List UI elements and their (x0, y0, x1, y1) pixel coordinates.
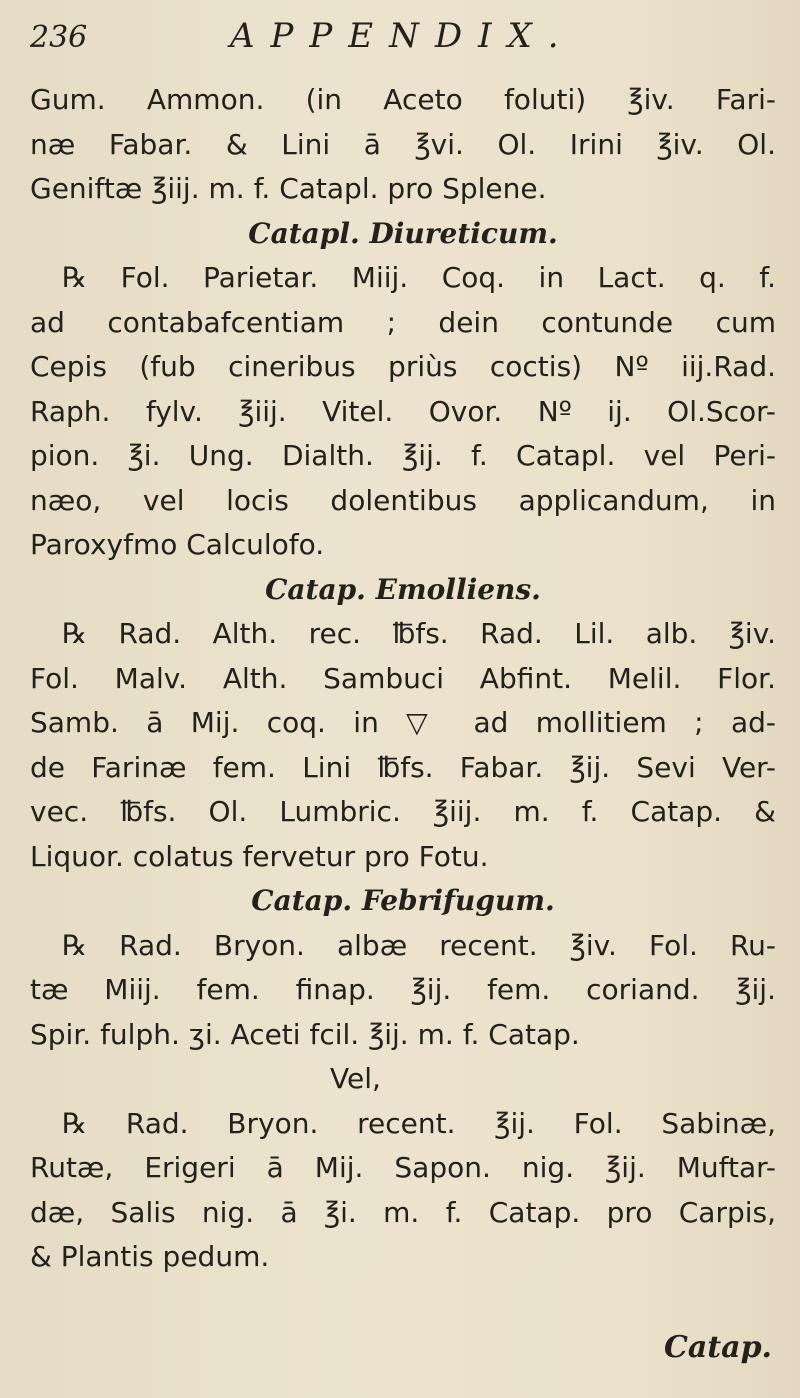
text-line: Liquor. colatus fervetur pro Fotu. (30, 839, 489, 873)
section-heading: Catapl. Diureticum. (248, 216, 558, 250)
text-line: ℞ Rad. Bryon. albæ recent. ℥iv. Fol. Ru- (62, 928, 776, 962)
text-line: de Farinæ fem. Lini ℔fs. Fabar. ℥ij. Sevi Ver- (30, 750, 776, 784)
running-head: APPENDIX. (230, 16, 575, 56)
section-heading: Catap. Febrifugum. (251, 884, 555, 917)
text-line: & Plantis pedum. (30, 1240, 270, 1273)
text-line: Geniftæ ℥iij. m. f. Catapl. pro Splene. (30, 172, 547, 205)
section-heading-vel: Vel, (330, 1062, 381, 1095)
text-line: næo, vel locis dolentibus applicandum, in (30, 483, 776, 517)
text-line: ℞ Rad. Bryon. recent. ℥ij. Fol. Sabinæ, (62, 1106, 776, 1140)
text-line: vec. ℔fs. Ol. Lumbric. ℥iij. m. f. Catap. & (30, 795, 776, 828)
text-line: Gum. Ammon. (in Aceto foluti) ℥iv. Fari- (30, 83, 776, 116)
text-line: tæ Miij. fem. finap. ℥ij. fem. coriand. ℥ij. (30, 973, 776, 1006)
text-line: ℞ Rad. Alth. rec. ℔fs. Rad. Lil. alb. ℥iv. (62, 617, 776, 650)
text-line: ℞ Fol. Parietar. Miij. Coq. in Lact. q. f. (62, 261, 776, 294)
text-line: dæ, Salis nig. ā ℥i. m. f. Catap. pro Carpis, (30, 1195, 776, 1229)
text-line: næ Fabar. & Lini ā ℥vi. Ol. Irini ℥iv. Ol. (30, 127, 776, 161)
catchword: Catap. (663, 1329, 772, 1365)
text-line: Raph. fylv. ℥iij. Vitel. Ovor. Nº ij. Ol.Scor- (30, 394, 776, 428)
text-line: Fol. Malv. Alth. Sambuci Abfint. Melil. Flor. (30, 661, 776, 695)
text-line: Samb. ā Mij. coq. in ▽ ad mollitiem ; ad- (30, 706, 776, 739)
page-number: 236 (30, 20, 88, 55)
text-line: Rutæ, Erigeri ā Mij. Sapon. nig. ℥ij. Muftar- (30, 1151, 776, 1184)
page-header (30, 16, 776, 78)
text-line: Spir. fulph. ʒi. Aceti fcil. ℥ij. m. f. Catap. (30, 1017, 580, 1051)
text-line: ad contabafcentiam ; dein contunde cum (30, 305, 776, 339)
text-line: Cepis (fub cineribus priùs coctis) Nº iij.Rad. (30, 350, 776, 383)
page-body (30, 78, 776, 1280)
section-heading: Catap. Emolliens. (265, 572, 541, 606)
text-line: Paroxyfmo Calculofo. (30, 528, 325, 561)
text-line: pion. ℥i. Ung. Dialth. ℥ij. f. Catapl. vel Peri- (30, 439, 776, 472)
